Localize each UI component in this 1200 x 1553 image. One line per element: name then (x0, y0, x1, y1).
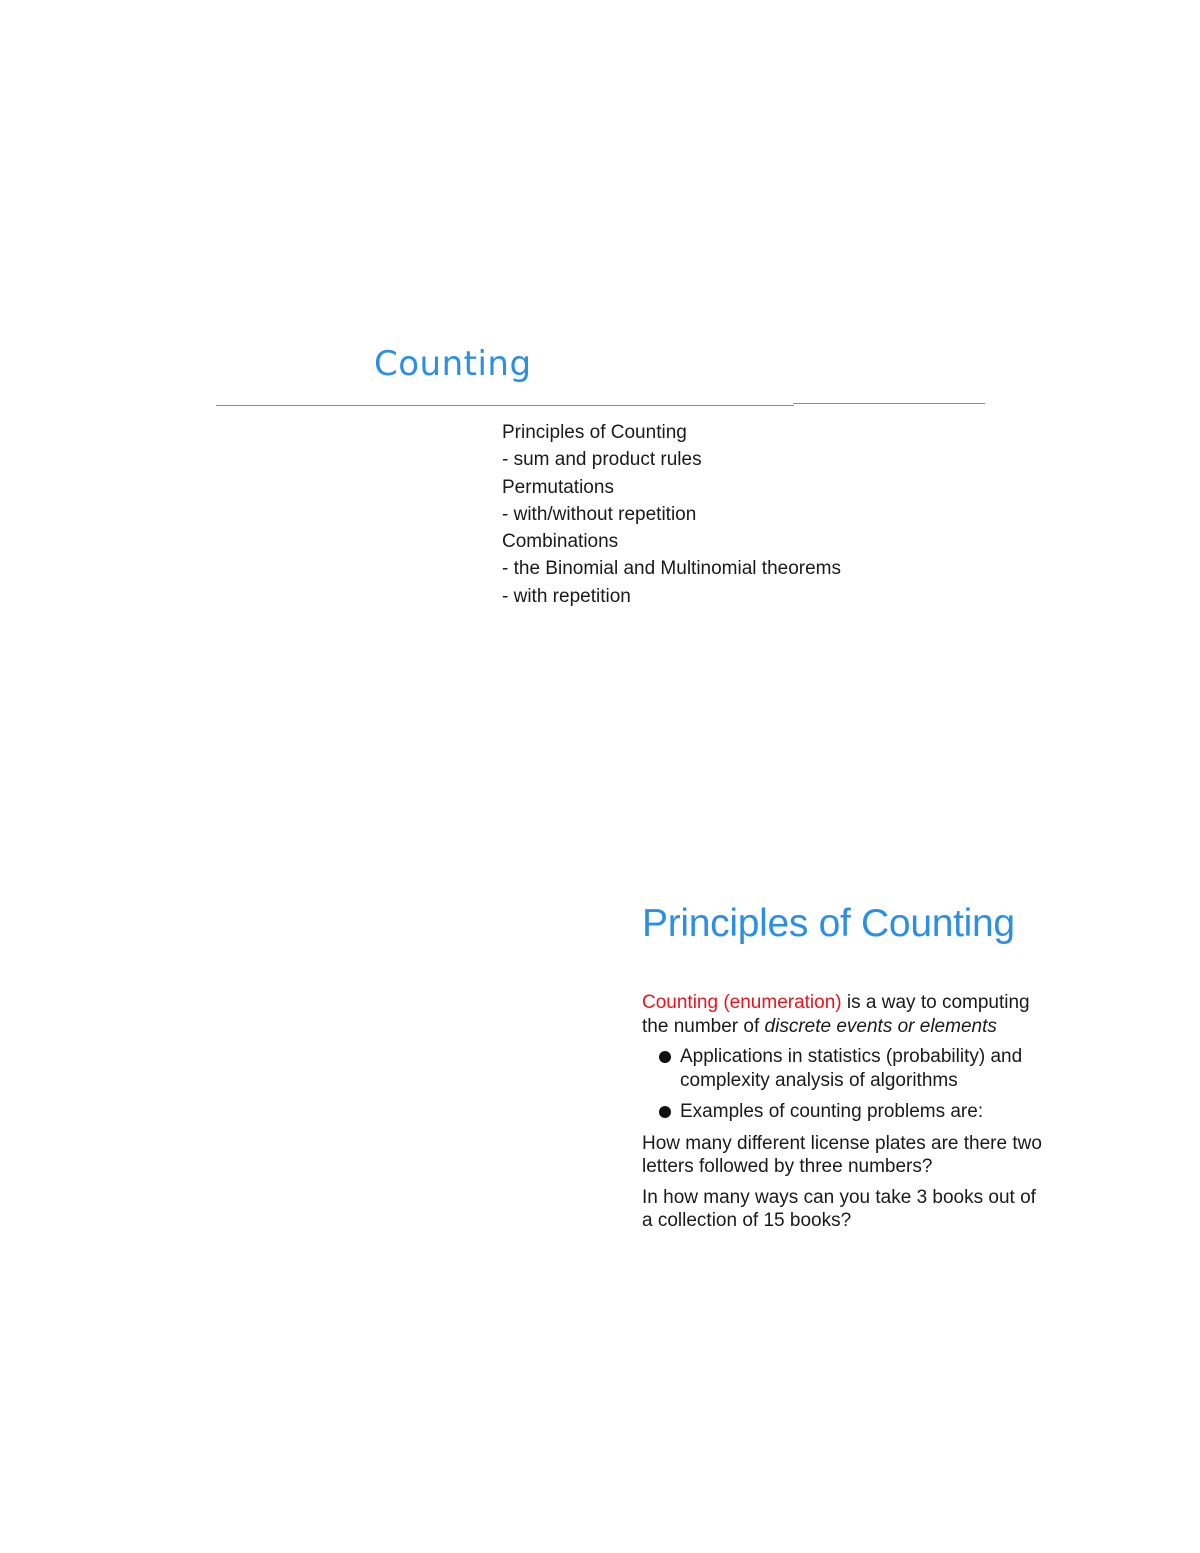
bullet-dot-icon (659, 1051, 671, 1063)
intro-emphasis: discrete events or elements (764, 1015, 997, 1037)
bullet-item (642, 1100, 1042, 1124)
outline-item: - with/without repetition (502, 503, 697, 525)
outline-item: - with repetition (502, 585, 631, 607)
outline-item: Permutations (502, 476, 614, 498)
slide-title-counting: Counting (374, 344, 532, 384)
question-paragraph: In how many ways can you take 3 books out of a collection of 15 books? (642, 1186, 1036, 1231)
question-paragraph: How many different license plates are there two letters followed by three numbers? (642, 1132, 1042, 1177)
slide-title-principles: Principles of Counting (642, 902, 1015, 945)
intro-paragraph (642, 991, 1042, 1038)
outline-item: - the Binomial and Multinomial theorems (502, 558, 841, 580)
bullet-text: Examples of counting problems are: (680, 1101, 984, 1122)
bullet-text: Applications in statistics (probability) and complexity analysis of algorithms (680, 1046, 1023, 1091)
intro-highlight: Counting (enumeration) (642, 992, 842, 1013)
bullet-dot-icon (659, 1106, 671, 1118)
outline-item: Principles of Counting (502, 422, 687, 443)
outline-item: - sum and product rules (502, 449, 702, 471)
outline-item: Combinations (502, 531, 619, 553)
bullet-list (642, 1045, 1042, 1124)
intro-text: is a way to computing the number of (642, 992, 1030, 1037)
topic-outline (502, 419, 841, 610)
title-divider-left (216, 405, 794, 406)
title-divider-right (793, 403, 985, 404)
slide-body (642, 991, 1042, 1240)
bullet-item (642, 1045, 1042, 1092)
